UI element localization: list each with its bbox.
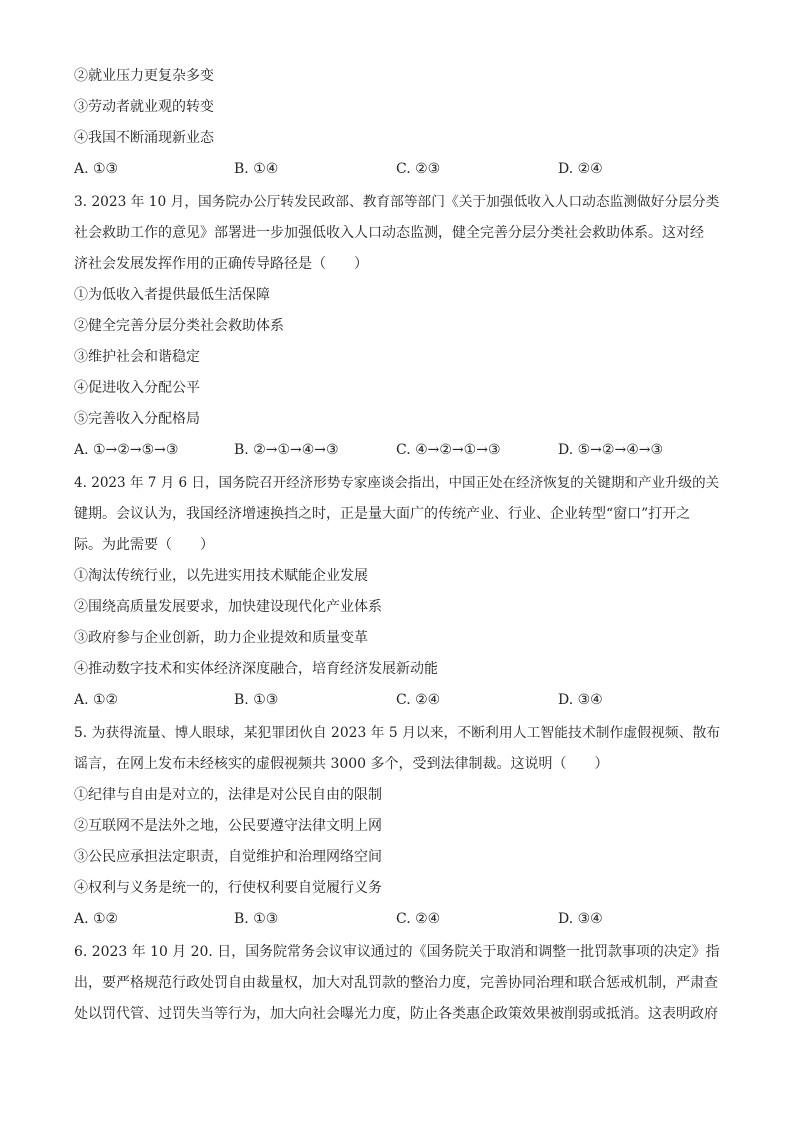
q4-option-b: B. ①③ xyxy=(234,692,279,708)
q4-item-2: ②围绕高质量发展要求，加快建设现代化产业体系 xyxy=(74,599,382,615)
q4-item-4: ④推动数字技术和实体经济深度融合，培育经济发展新动能 xyxy=(74,661,438,677)
q3-option-b: B. ②→①→④→③ xyxy=(234,442,339,458)
q4-option-a: A. ①② xyxy=(74,692,119,708)
q3-option-c: C. ④→②→①→③ xyxy=(396,442,501,458)
q2-option-d: D. ②④ xyxy=(558,161,603,177)
q3-stem-line-1: 3. 2023 年 10 月，国务院办公厅转发民政部、教育部等部门《关于加强低收入人口动态监测做好分层分类 xyxy=(74,194,720,210)
q2-item-2: ②就业压力更复杂多变 xyxy=(74,68,214,84)
q4-options xyxy=(74,691,734,709)
q2-option-a: A. ①③ xyxy=(74,161,119,177)
q5-option-d: D. ③④ xyxy=(558,911,603,927)
q5-item-4: ④权利与义务是统一的，行使权利要自觉履行义务 xyxy=(74,880,382,896)
q3-item-2: ②健全完善分层分类社会救助体系 xyxy=(74,318,284,334)
q2-option-c: C. ②③ xyxy=(396,161,441,177)
q5-item-1: ①纪律与自由是对立的，法律是对公民自由的限制 xyxy=(74,787,382,803)
q5-item-3: ③公民应承担法定职责，自觉维护和治理网络空间 xyxy=(74,849,382,865)
q3-stem-line-2: 社会救助工作的意见》部署进一步加强低收入人口动态监测，健全完善分层分类社会救助体系。这对经 xyxy=(74,225,704,241)
q4-item-1: ①淘汰传统行业，以先进实用技术赋能企业发展 xyxy=(74,568,368,584)
q5-options xyxy=(74,910,734,928)
q5-option-c: C. ②④ xyxy=(396,911,441,927)
q6-stem-line-2: 出，要严格规范行政处罚自由裁量权，加大对乱罚款的整治力度，完善协同治理和联合惩戒机制，严肃查 xyxy=(74,975,718,991)
q4-option-d: D. ③④ xyxy=(558,692,603,708)
q2-options xyxy=(74,160,734,178)
q3-option-a: A. ①→②→⑤→③ xyxy=(74,442,179,458)
q3-item-1: ①为低收入者提供最低生活保障 xyxy=(74,287,270,303)
q5-option-a: A. ①② xyxy=(74,911,119,927)
q3-option-d: D. ⑤→②→④→③ xyxy=(558,442,664,458)
q4-item-3: ③政府参与企业创新，助力企业提效和质量变革 xyxy=(74,630,368,646)
q4-stem-line-2: 键期。会议认为，我国经济增速换挡之时，正是量大面广的传统产业、行业、企业转型“窗口”打开之 xyxy=(74,506,691,522)
q4-stem-line-1: 4. 2023 年 7 月 6 日，国务院召开经济形势专家座谈会指出，中国正处在经济恢复的关键期和产业升级的关 xyxy=(74,475,720,491)
q5-stem-line-2: 谣言，在网上发布未经核实的虚假视频共 3000 多个，受到法律制裁。这说明（ ） xyxy=(74,756,609,772)
q5-stem-line-1: 5. 为获得流量、博人眼球，某犯罪团伙自 2023 年 5 月以来，不断利用人工智能技术制作虚假视频、散布 xyxy=(74,725,721,741)
q3-stem-line-3: 济社会发展发挥作用的正确传导路径是（ ） xyxy=(74,256,368,272)
q3-options xyxy=(74,441,734,459)
q2-item-3: ③劳动者就业观的转变 xyxy=(74,99,214,115)
q6-stem-line-3: 处以罚代管、过罚失当等行为，加大向社会曝光力度，防止各类惠企政策效果被削弱或抵消。这表明政府 xyxy=(74,1006,718,1022)
q2-item-4: ④我国不断涌现新业态 xyxy=(74,130,214,146)
q4-option-c: C. ②④ xyxy=(396,692,441,708)
q3-item-5: ⑤完善收入分配格局 xyxy=(74,411,200,427)
q2-option-b: B. ①④ xyxy=(234,161,279,177)
q3-item-4: ④促进收入分配公平 xyxy=(74,380,200,396)
q6-stem-line-1: 6. 2023 年 10 月 20. 日，国务院常务会议审议通过的《国务院关于取消和调整一批罚款事项的决定》指 xyxy=(74,944,720,960)
q3-item-3: ③维护社会和谐稳定 xyxy=(74,349,200,365)
q5-option-b: B. ①③ xyxy=(234,911,279,927)
q5-item-2: ②互联网不是法外之地，公民要遵守法律文明上网 xyxy=(74,818,382,834)
q4-stem-line-3: 际。为此需要（ ） xyxy=(74,537,214,553)
